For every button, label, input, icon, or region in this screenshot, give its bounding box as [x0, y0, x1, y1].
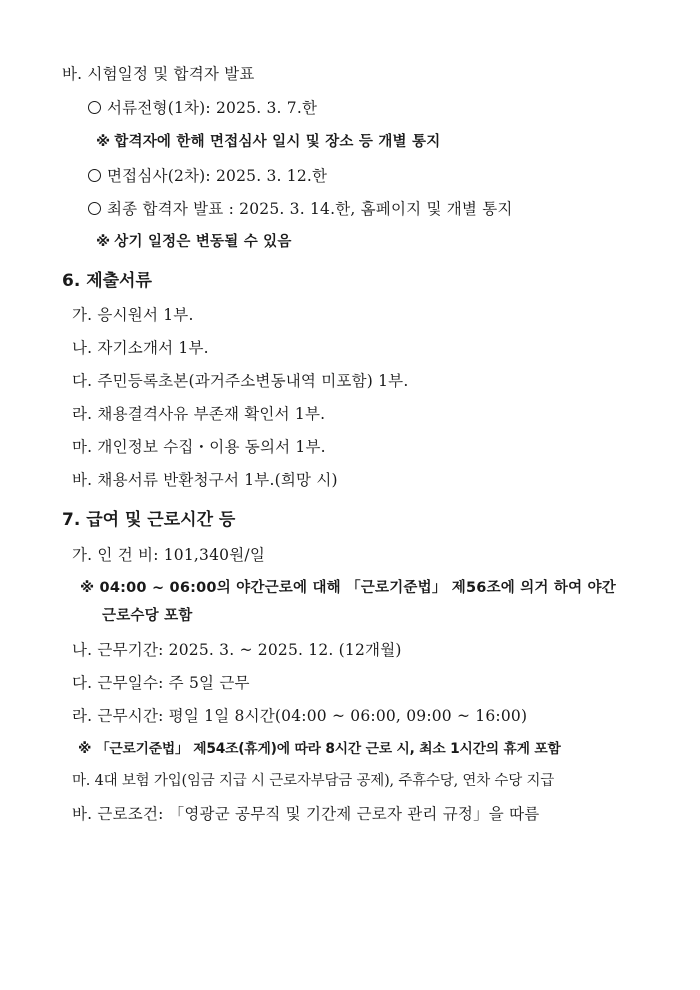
schedule-note-interview-notice	[96, 132, 440, 152]
circle-bullet-icon	[88, 101, 101, 114]
working-conditions-item: 바. 근로조건: 「영광군 공무직 및 기간제 근로자 관리 규정」을 따름	[72, 805, 540, 823]
section-6-heading: 6. 제출서류	[62, 271, 152, 291]
document-item: 가. 응시원서 1부.	[72, 306, 194, 324]
schedule-item-text: 면접심사(2차): 2025. 3. 12.한	[107, 167, 328, 185]
schedule-item-text: 서류전형(1차): 2025. 3. 7.한	[107, 99, 318, 117]
schedule-note-text: 상기 일정은 변동될 수 있음	[114, 234, 292, 250]
document-item: 마. 개인정보 수집・이용 동의서 1부.	[72, 438, 326, 456]
schedule-item-text: 최종 합격자 발표 : 2025. 3. 14.한, 홈페이지 및 개별 통지	[107, 200, 513, 218]
section-7-heading: 7. 급여 및 근로시간 등	[62, 510, 236, 530]
reference-mark-icon: ※	[96, 134, 111, 150]
schedule-title: 바. 시험일정 및 합격자 발표	[62, 65, 255, 83]
work-period-item: 나. 근무기간: 2025. 3. ~ 2025. 12. (12개월)	[72, 641, 402, 659]
insurance-item: 마. 4대 보험 가입(임금 지급 시 근로자부담금 공제), 주휴수당, 연차 수당 지급	[72, 773, 555, 789]
document-item: 나. 자기소개서 1부.	[72, 339, 209, 357]
schedule-item-final-announcement	[88, 199, 513, 219]
circle-bullet-icon	[88, 169, 101, 182]
break-time-note: ※ 「근로기준법」 제54조(휴게)에 따라 8시간 근로 시, 최소 1시간의 휴게 포함	[78, 741, 561, 757]
document-item: 바. 채용서류 반환청구서 1부.(희망 시)	[72, 471, 338, 489]
reference-mark-icon: ※	[96, 234, 111, 250]
circle-bullet-icon	[88, 202, 101, 215]
schedule-note-subject-to-change	[96, 232, 292, 252]
schedule-note-text: 합격자에 한해 면접심사 일시 및 장소 등 개별 통지	[114, 134, 441, 150]
schedule-item-interview	[88, 166, 327, 186]
document-item: 라. 채용결격사유 부존재 확인서 1부.	[72, 405, 326, 423]
night-work-note: ※ 04:00 ~ 06:00의 야간근로에 대해 「근로기준법」 제56조에 의거 하여 야간	[80, 580, 616, 596]
work-hours-item: 라. 근무시간: 평일 1일 8시간(04:00 ~ 06:00, 09:00 ~ 16:00)	[72, 707, 528, 725]
wage-item: 가. 인 건 비: 101,340원/일	[72, 546, 266, 564]
document-item: 다. 주민등록초본(과거주소변동내역 미포함) 1부.	[72, 372, 409, 390]
work-days-item: 다. 근무일수: 주 5일 근무	[72, 674, 250, 692]
night-work-note-continued: 근로수당 포함	[102, 608, 193, 624]
schedule-item-document-screening	[88, 98, 317, 118]
